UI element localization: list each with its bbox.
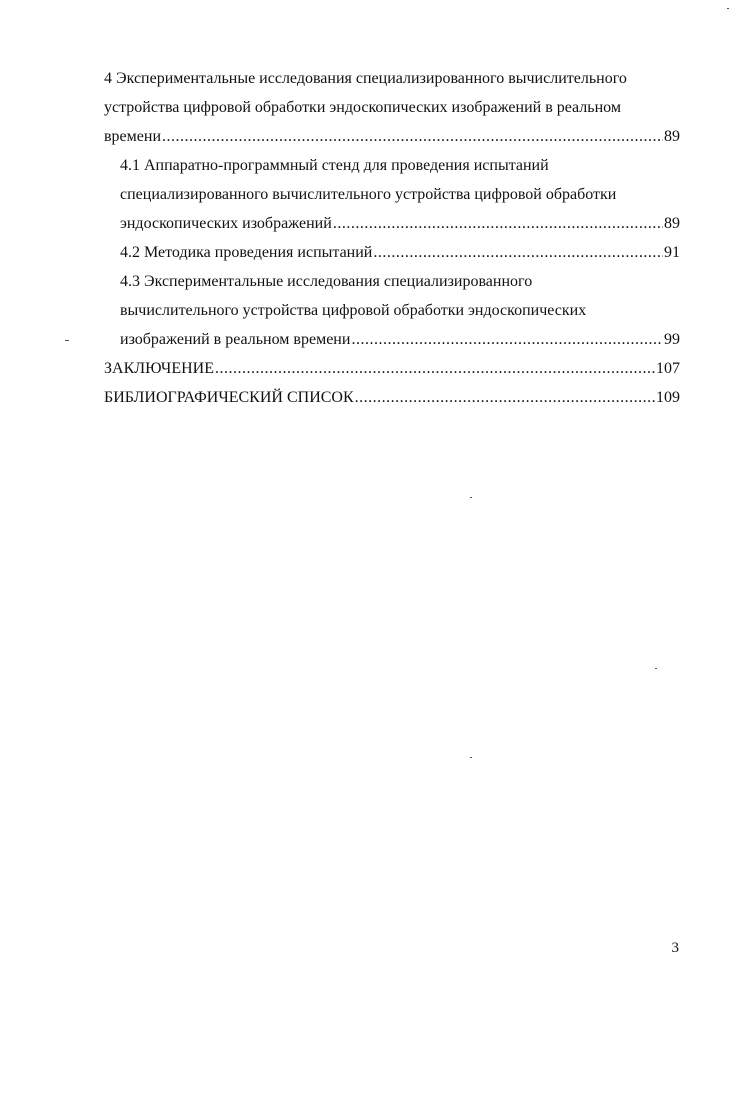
table-of-contents: [104, 64, 680, 412]
toc-page-number: 99: [664, 331, 680, 348]
dot-leader: [373, 238, 663, 267]
toc-entry-last-line: [120, 325, 680, 354]
toc-entry-title: 4.2 Методика проведения испытаний: [120, 244, 373, 261]
toc-entry-chapter-4[interactable]: [104, 64, 680, 151]
toc-entry-last-line: [120, 238, 680, 267]
scan-speck: [655, 668, 657, 669]
toc-entry-line: специализированного вычислительного устройства цифровой обработки: [120, 186, 617, 203]
dot-leader: [351, 325, 663, 354]
toc-entry-line: 4.1 Аппаратно-программный стенд для проведения испытаний: [120, 157, 549, 174]
toc-page-number: 109: [656, 389, 680, 406]
toc-entry-title-end: времени: [104, 128, 162, 145]
toc-entry-title: БИБЛИОГРАФИЧЕСКИЙ СПИСОК: [104, 389, 354, 406]
scan-speck: [470, 757, 472, 758]
toc-entry-line: 4 Экспериментальные исследования специализированного вычислительного: [104, 70, 627, 87]
toc-entry-title-end: эндоскопических изображений: [120, 215, 332, 232]
toc-entry-last-line: [104, 383, 680, 412]
toc-entry-title-end: изображений в реальном времени: [120, 331, 351, 348]
dot-leader: [215, 354, 655, 383]
toc-entry-line: устройства цифровой обработки эндоскопических изображений в реальном: [104, 99, 621, 116]
toc-entry-line: вычислительного устройства цифровой обработки эндоскопических: [120, 302, 587, 319]
toc-page-number: 91: [664, 244, 680, 261]
toc-entry-title: ЗАКЛЮЧЕНИЕ: [104, 360, 214, 377]
toc-entry-conclusion[interactable]: [104, 354, 680, 383]
scan-speck: [470, 497, 472, 498]
toc-entry-last-line: [104, 122, 680, 151]
scan-speck: [65, 340, 69, 341]
dot-leader: [355, 383, 655, 412]
toc-entry-last-line: [120, 209, 680, 238]
page-number: 3: [671, 940, 679, 956]
dot-leader: [162, 122, 663, 151]
scan-speck: [727, 8, 729, 9]
toc-entry-section-4-2[interactable]: [104, 238, 680, 267]
toc-page-number: 107: [656, 360, 680, 377]
toc-page-number: 89: [664, 215, 680, 232]
dot-leader: [333, 209, 663, 238]
toc-entry-last-line: [104, 354, 680, 383]
toc-entry-section-4-1[interactable]: [104, 151, 680, 238]
toc-entry-line: 4.3 Экспериментальные исследования специализированного: [120, 273, 533, 290]
toc-page-number: 89: [664, 128, 680, 145]
toc-entry-section-4-3[interactable]: [104, 267, 680, 354]
toc-entry-bibliography[interactable]: [104, 383, 680, 412]
